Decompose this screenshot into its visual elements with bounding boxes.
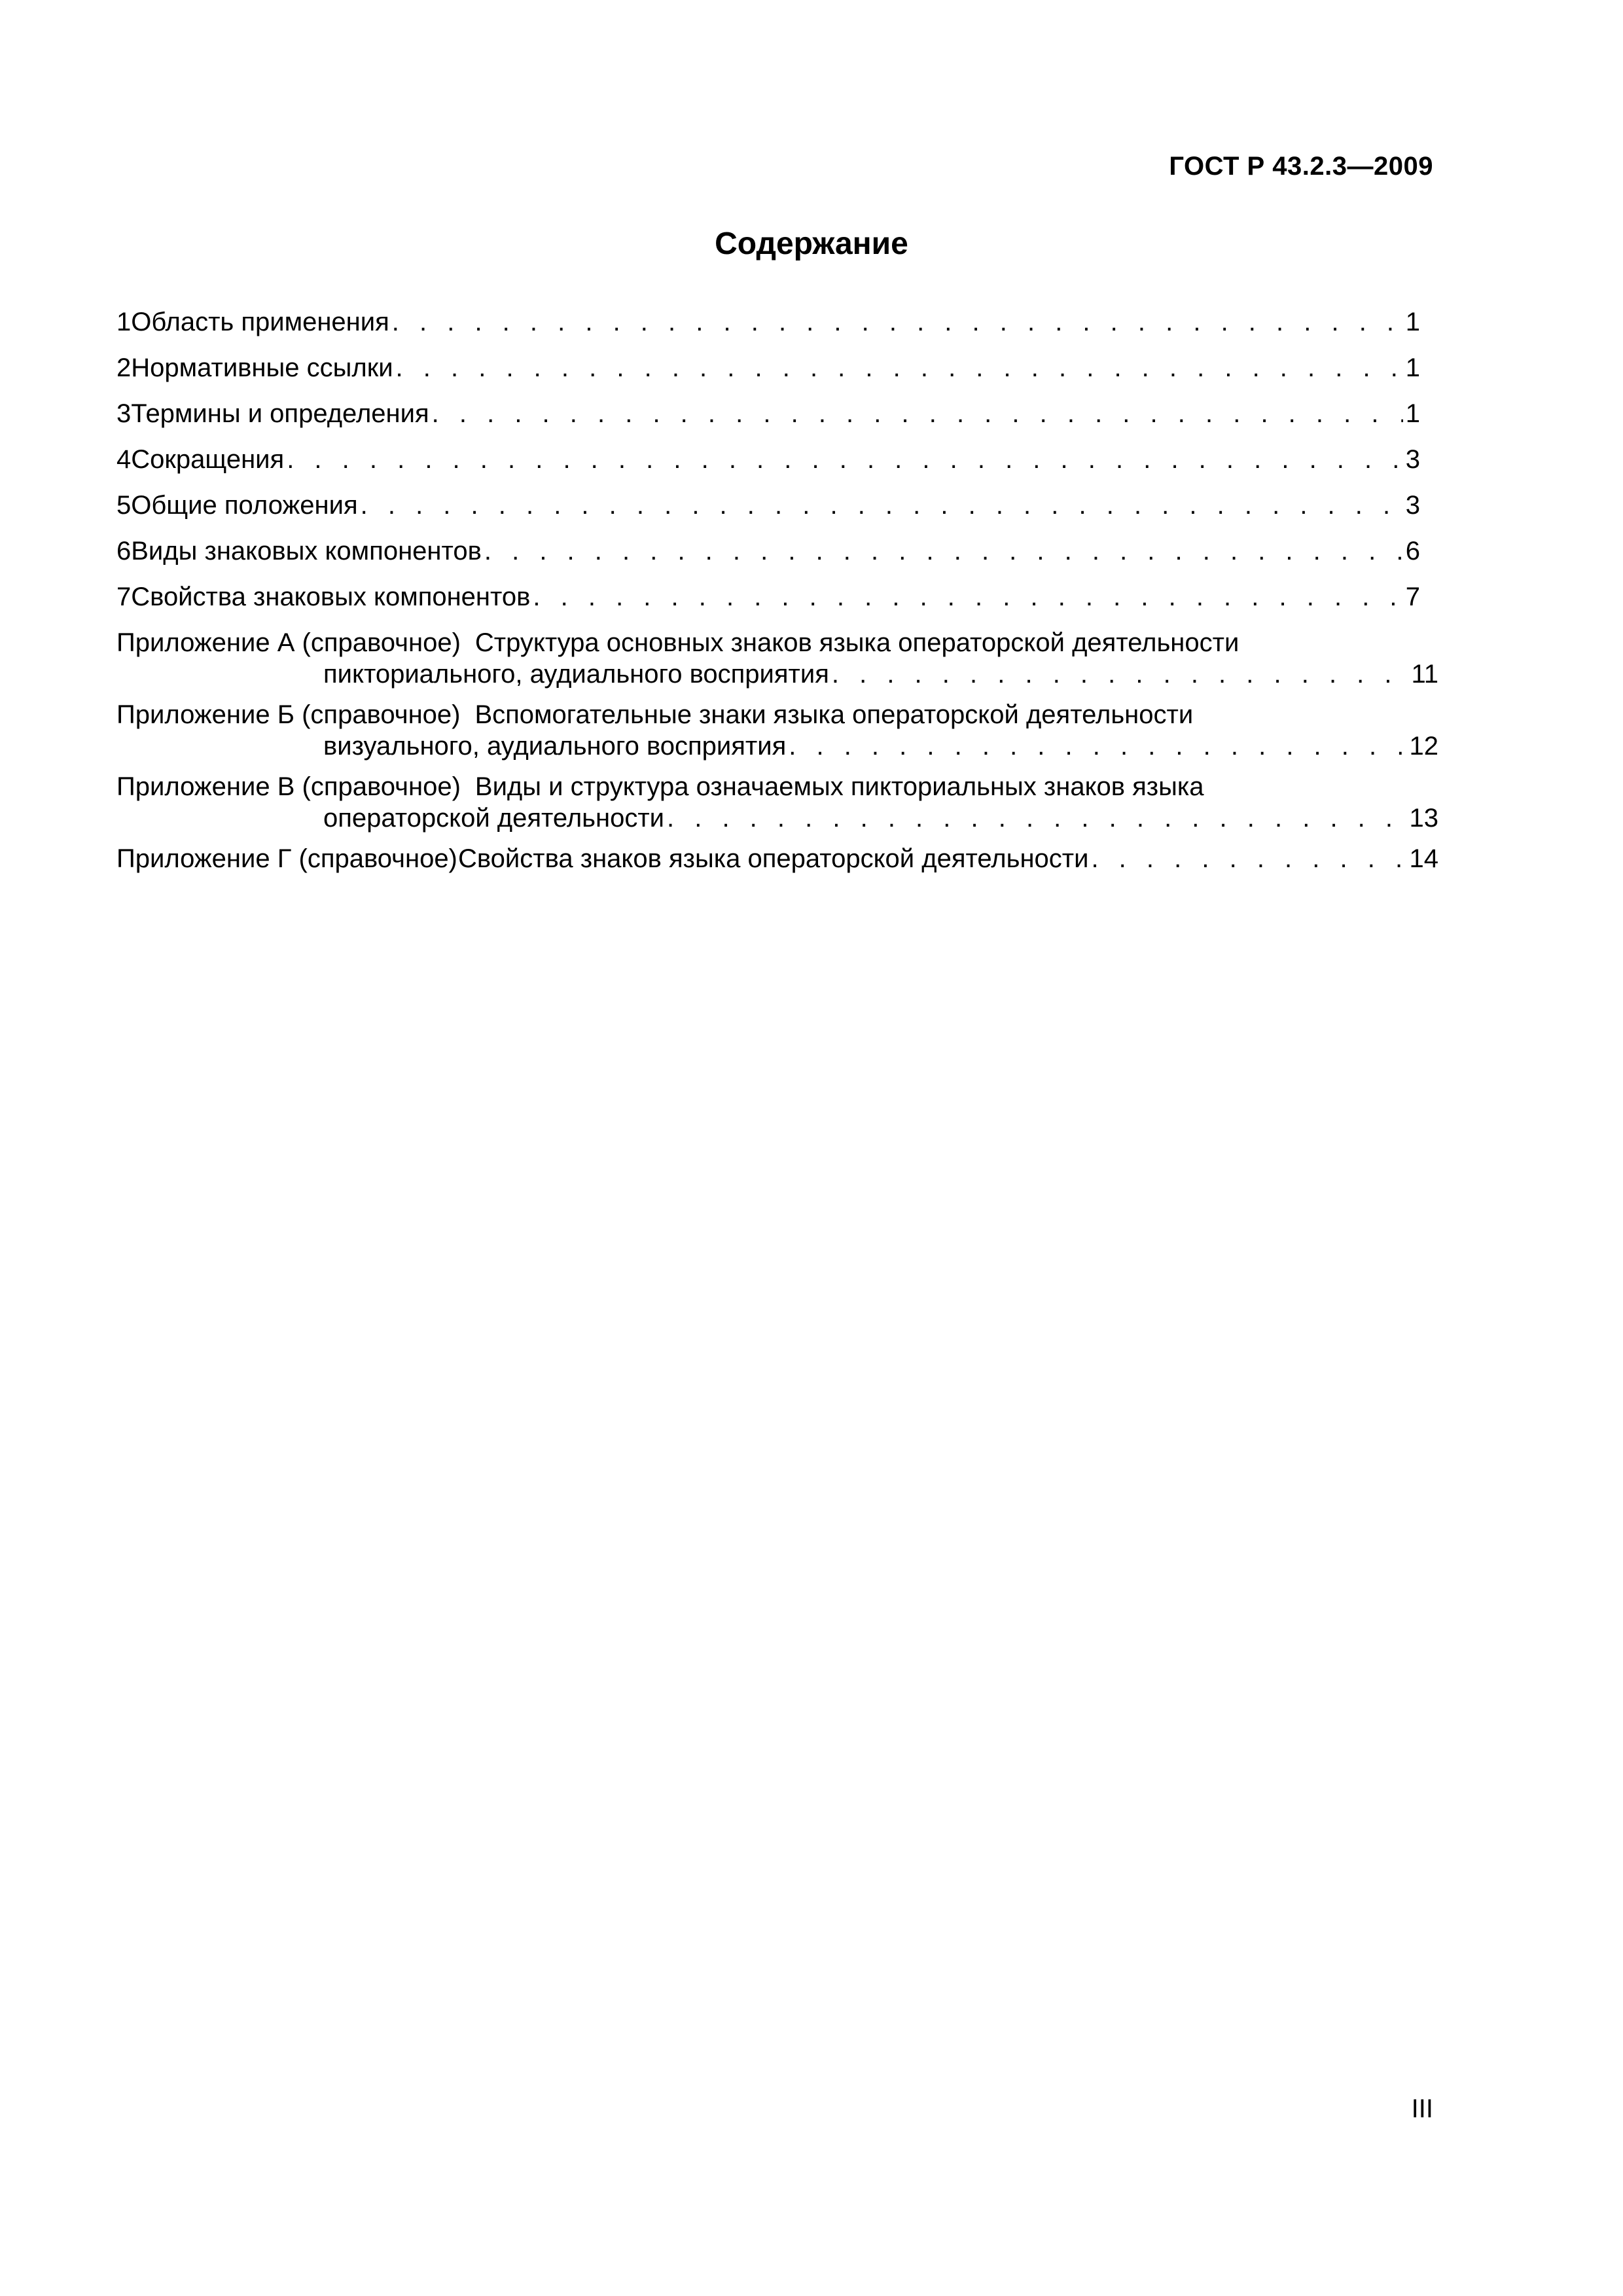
section-number: 4 — [116, 445, 132, 474]
toc-entry-annex-g[interactable] — [116, 843, 1438, 874]
annex-title-line2: операторской деятельности — [323, 804, 664, 833]
dot-leader — [533, 581, 1402, 613]
section-number: 1 — [116, 308, 132, 336]
dot-leader — [396, 352, 1403, 384]
dot-leader — [392, 306, 1403, 338]
dot-leader — [832, 658, 1409, 690]
toc-entry-section-2[interactable] — [116, 352, 1438, 384]
page-number: 11 — [1411, 660, 1438, 689]
toc-entry-section-3[interactable] — [116, 398, 1438, 429]
toc-entry-section-1[interactable] — [116, 306, 1438, 338]
section-number: 5 — [116, 491, 132, 520]
document-code: ГОСТ Р 43.2.3—2009 — [1169, 152, 1433, 181]
section-title: Виды знаковых компонентов — [131, 537, 482, 565]
table-of-contents — [116, 306, 1438, 884]
dot-leader — [789, 730, 1406, 762]
toc-entry-section-4[interactable] — [116, 444, 1438, 475]
section-title: Свойства знаковых компонентов — [131, 583, 531, 611]
annex-title-line2: визуального, аудиального восприятия — [323, 732, 787, 761]
section-title: Нормативные ссылки — [131, 353, 393, 382]
toc-entry-section-5[interactable] — [116, 490, 1438, 521]
dot-leader — [1091, 843, 1406, 874]
page-number: 1 — [1405, 353, 1420, 382]
toc-entry-annex-a[interactable] — [116, 627, 1438, 690]
toc-entry-annex-v[interactable] — [116, 771, 1438, 834]
section-title: Область применения — [131, 308, 389, 336]
dot-leader — [361, 490, 1403, 521]
dot-leader — [484, 535, 1403, 567]
annex-title-line1: Структура основных знаков языка операторской деятельности — [474, 628, 1240, 657]
section-title: Сокращения — [131, 445, 285, 474]
page-number: 3 — [1405, 491, 1420, 520]
toc-entry-annex-b[interactable] — [116, 699, 1438, 762]
toc-entry-section-7[interactable] — [116, 581, 1438, 613]
dot-leader — [667, 802, 1407, 834]
toc-title: Содержание — [715, 226, 908, 261]
section-number: 7 — [116, 583, 132, 611]
page-number-footer: III — [1411, 2094, 1433, 2123]
dot-leader — [287, 444, 1403, 475]
dot-leader — [432, 398, 1403, 429]
annex-title-line1: Вспомогательные знаки языка операторской деятельности — [474, 700, 1194, 729]
annex-title-line2: пикториального, аудиального восприятия — [323, 660, 829, 689]
annex-label: Приложение Г (справочное) — [116, 844, 457, 873]
page-number: 3 — [1405, 445, 1420, 474]
annex-label: Приложение А (справочное) — [116, 628, 461, 657]
section-title: Общие положения — [131, 491, 358, 520]
annex-label: Приложение В (справочное) — [116, 772, 461, 801]
page-number: 6 — [1405, 537, 1420, 565]
section-number: 6 — [116, 537, 132, 565]
page-number: 1 — [1405, 308, 1420, 336]
toc-entry-section-6[interactable] — [116, 535, 1438, 567]
page-number: 1 — [1405, 399, 1420, 428]
annex-title-line1: Виды и структура означаемых пикториальных знаков языка — [474, 772, 1204, 801]
annex-label: Приложение Б (справочное) — [116, 700, 461, 729]
page-number: 7 — [1405, 583, 1420, 611]
annex-title-line1: Свойства знаков языка операторской деятельности — [457, 844, 1089, 873]
page-number: 14 — [1409, 844, 1438, 873]
page-number: 12 — [1409, 732, 1438, 761]
page-number: 13 — [1409, 804, 1438, 833]
section-title: Термины и определения — [131, 399, 429, 428]
section-number: 2 — [116, 353, 132, 382]
section-number: 3 — [116, 399, 132, 428]
